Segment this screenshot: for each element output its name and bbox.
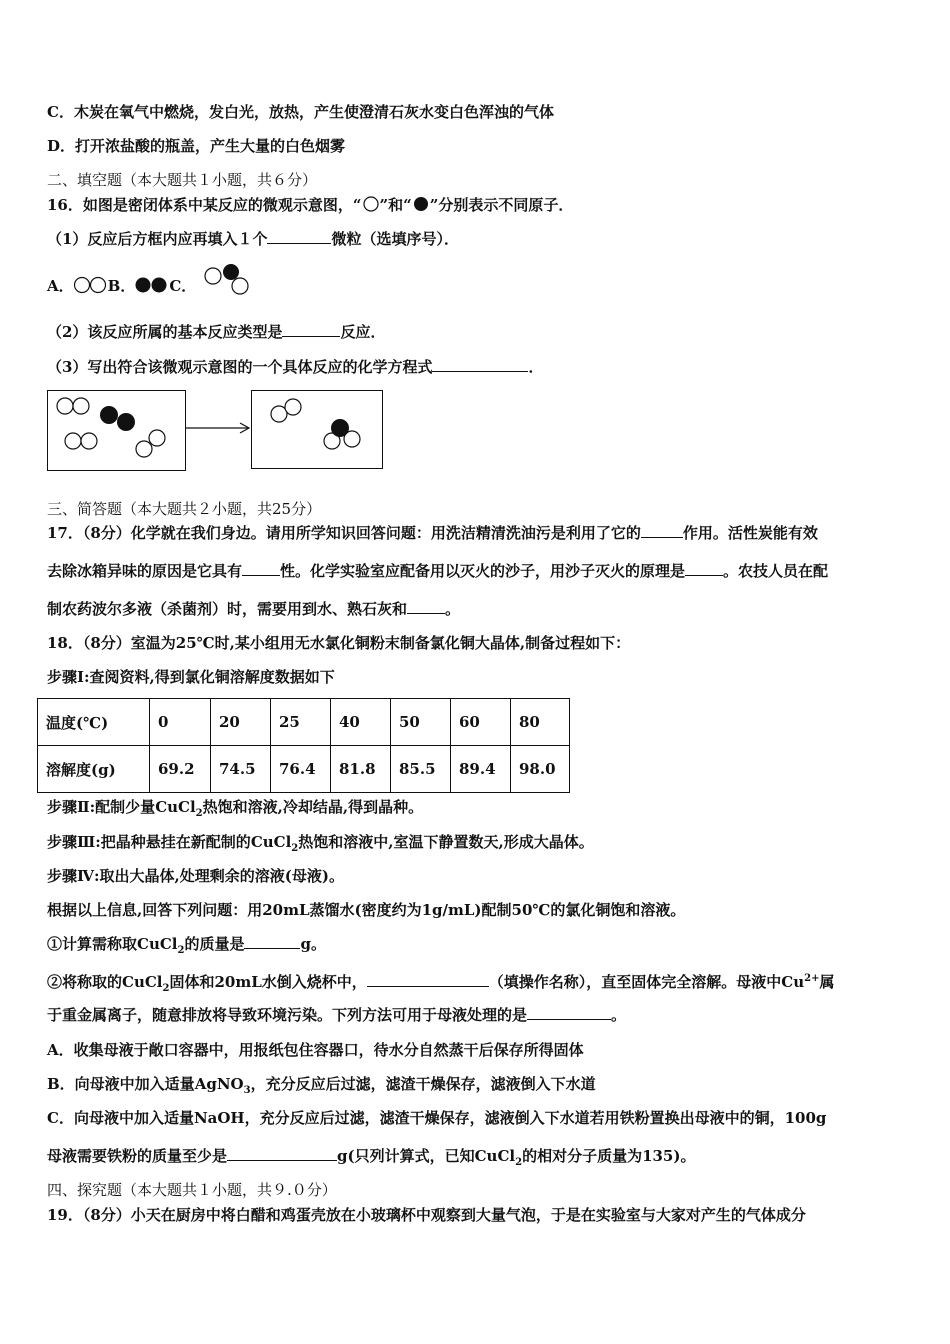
section-4-heading: 四、探究题（本大题共１小题，共９.０分） xyxy=(47,1181,337,1199)
table-cell: 25 xyxy=(271,699,331,746)
table-cell: 80 xyxy=(511,699,570,746)
q18-option-c: C．向母液中加入适量NaOH，充分反应后过滤，滤渣干燥保存，滤液倒入下水道若用铁粉置换出母液中的铜，100g xyxy=(47,1109,827,1127)
q18-option-a: A．收集母液于敞口容器中，用报纸包住容器口，待水分自然蒸干后保存所得固体 xyxy=(47,1041,584,1059)
table-cell: 85.5 xyxy=(391,746,451,793)
table-cell: 69.2 xyxy=(150,746,211,793)
q16-stem: 16．如图是密闭体系中某反应的微观示意图，“ ”和“ ”分别表示不同原子． xyxy=(47,196,574,214)
table-cell: 81.8 xyxy=(331,746,391,793)
section-3-heading: 三、简答题（本大题共２小题，共25分） xyxy=(47,500,322,518)
q18-stem: 18．（8分）室温为25℃时,某小组用无水氯化铜粉末制备氯化铜大晶体,制备过程如下： xyxy=(47,634,631,652)
section-2-heading: 二、填空题（本大题共１小题，共６分） xyxy=(47,171,318,189)
option-c-molecule-icon[interactable] xyxy=(200,260,252,298)
q18-info: 根据以上信息,回答下列问题：用20mL蒸馏水(密度约为1g/mL)配制50℃的氯化铜饱和溶液。 xyxy=(47,901,686,919)
table-row xyxy=(38,746,570,793)
q19-stem: 19．（8分）小天在厨房中将白醋和鸡蛋壳放在小玻璃杯中观察到大量气泡，于是在实验室与大家对产生的气体成分 xyxy=(47,1206,806,1224)
table-cell: 98.0 xyxy=(511,746,570,793)
q18-dissolve: ②将称取的CuCl$_2$固体和20mL水倒入烧杯中， （填操作名称），直至固体完全溶解。母液中$Cu^{2+}$属 xyxy=(47,973,835,994)
q17-line-1: 17．（8分）化学就在我们身边。请用所学知识回答问题：用洗洁精清洗油污是利用了它的 作用。活性炭能有效 xyxy=(47,524,818,542)
step-1: 步骤Ⅰ:查阅资料,得到氯化铜溶解度数据如下 xyxy=(47,668,335,686)
q18-calc: ①计算需称取CuCl$_2$的质量是 g。 xyxy=(47,935,326,956)
table-header-cell: 温度(℃) xyxy=(38,699,150,746)
table-cell: 40 xyxy=(331,699,391,746)
q17-line-3: 制农药波尔多液（杀菌剂）时，需要用到水、熟石灰和 。 xyxy=(47,600,461,618)
black-atom-icon xyxy=(412,196,430,212)
white-atom-icon xyxy=(362,196,380,212)
q18-metal: 于重金属离子，随意排放将导致环境污染。下列方法可用于母液处理的是 。 xyxy=(47,1006,627,1024)
q16-part-2: （2）该反应所属的基本反应类型是 反应． xyxy=(47,323,386,341)
q15-option-c: C．木炭在氧气中燃烧，发白光，放热，产生使澄清石灰水变白色浑浊的气体 xyxy=(47,103,554,121)
answer-blank[interactable] xyxy=(367,972,489,987)
answer-blank[interactable] xyxy=(527,1005,611,1020)
q18-iron: 母液需要铁粉的质量至少是 g(只列计算式，已知CuCl$_2$的相对分子质量为135)。 xyxy=(47,1147,696,1168)
answer-blank[interactable] xyxy=(242,561,280,576)
q16-options: A． B． C． xyxy=(47,277,197,295)
table-cell: 0 xyxy=(150,699,211,746)
option-b-molecule-icon[interactable] xyxy=(135,276,169,294)
table-cell: 60 xyxy=(451,699,511,746)
table-row xyxy=(38,699,570,746)
answer-blank[interactable] xyxy=(227,1146,337,1161)
step-3: 步骤Ⅲ:把晶种悬挂在新配制的CuCl$_2$热饱和溶液中,室温下静置数天,形成大晶体。 xyxy=(47,833,594,854)
table-cell: 74.5 xyxy=(211,746,271,793)
step-2: 步骤Ⅱ:配制少量CuCl$_2$热饱和溶液,冷却结晶,得到晶种。 xyxy=(47,798,424,819)
table-cell: 20 xyxy=(211,699,271,746)
table-cell: 50 xyxy=(391,699,451,746)
reactants-diagram xyxy=(47,390,187,472)
products-diagram xyxy=(251,390,385,470)
option-a-molecule-icon[interactable] xyxy=(74,276,108,294)
answer-blank[interactable] xyxy=(267,229,331,244)
table-cell: 76.4 xyxy=(271,746,331,793)
q18-option-b: B．向母液中加入适量AgNO$_3$，充分反应后过滤，滤渣干燥保存，滤液倒入下水道 xyxy=(47,1075,596,1096)
q15-option-d: D．打开浓盐酸的瓶盖，产生大量的白色烟雾 xyxy=(47,137,346,155)
q17-line-2: 去除冰箱异味的原因是它具有 性。化学实验室应配备用以灭火的沙子，用沙子灭火的原理是 。农技人员在配 xyxy=(47,562,829,580)
reaction-arrow-icon xyxy=(186,420,252,436)
answer-blank[interactable] xyxy=(432,357,528,372)
solubility-table xyxy=(37,698,570,793)
q16-part-3: （3）写出符合该微观示意图的一个具体反应的化学方程式 ． xyxy=(47,358,544,376)
answer-blank[interactable] xyxy=(685,561,723,576)
table-cell: 89.4 xyxy=(451,746,511,793)
answer-blank[interactable] xyxy=(244,934,300,949)
answer-blank[interactable] xyxy=(641,523,683,538)
answer-blank[interactable] xyxy=(282,322,340,337)
answer-blank[interactable] xyxy=(407,599,445,614)
step-4: 步骤Ⅳ:取出大晶体,处理剩余的溶液(母液)。 xyxy=(47,867,344,885)
q16-part-1: （1）反应后方框内应再填入１个 微粒（选填序号）． xyxy=(47,230,459,248)
table-header-cell: 溶解度(g) xyxy=(38,746,150,793)
